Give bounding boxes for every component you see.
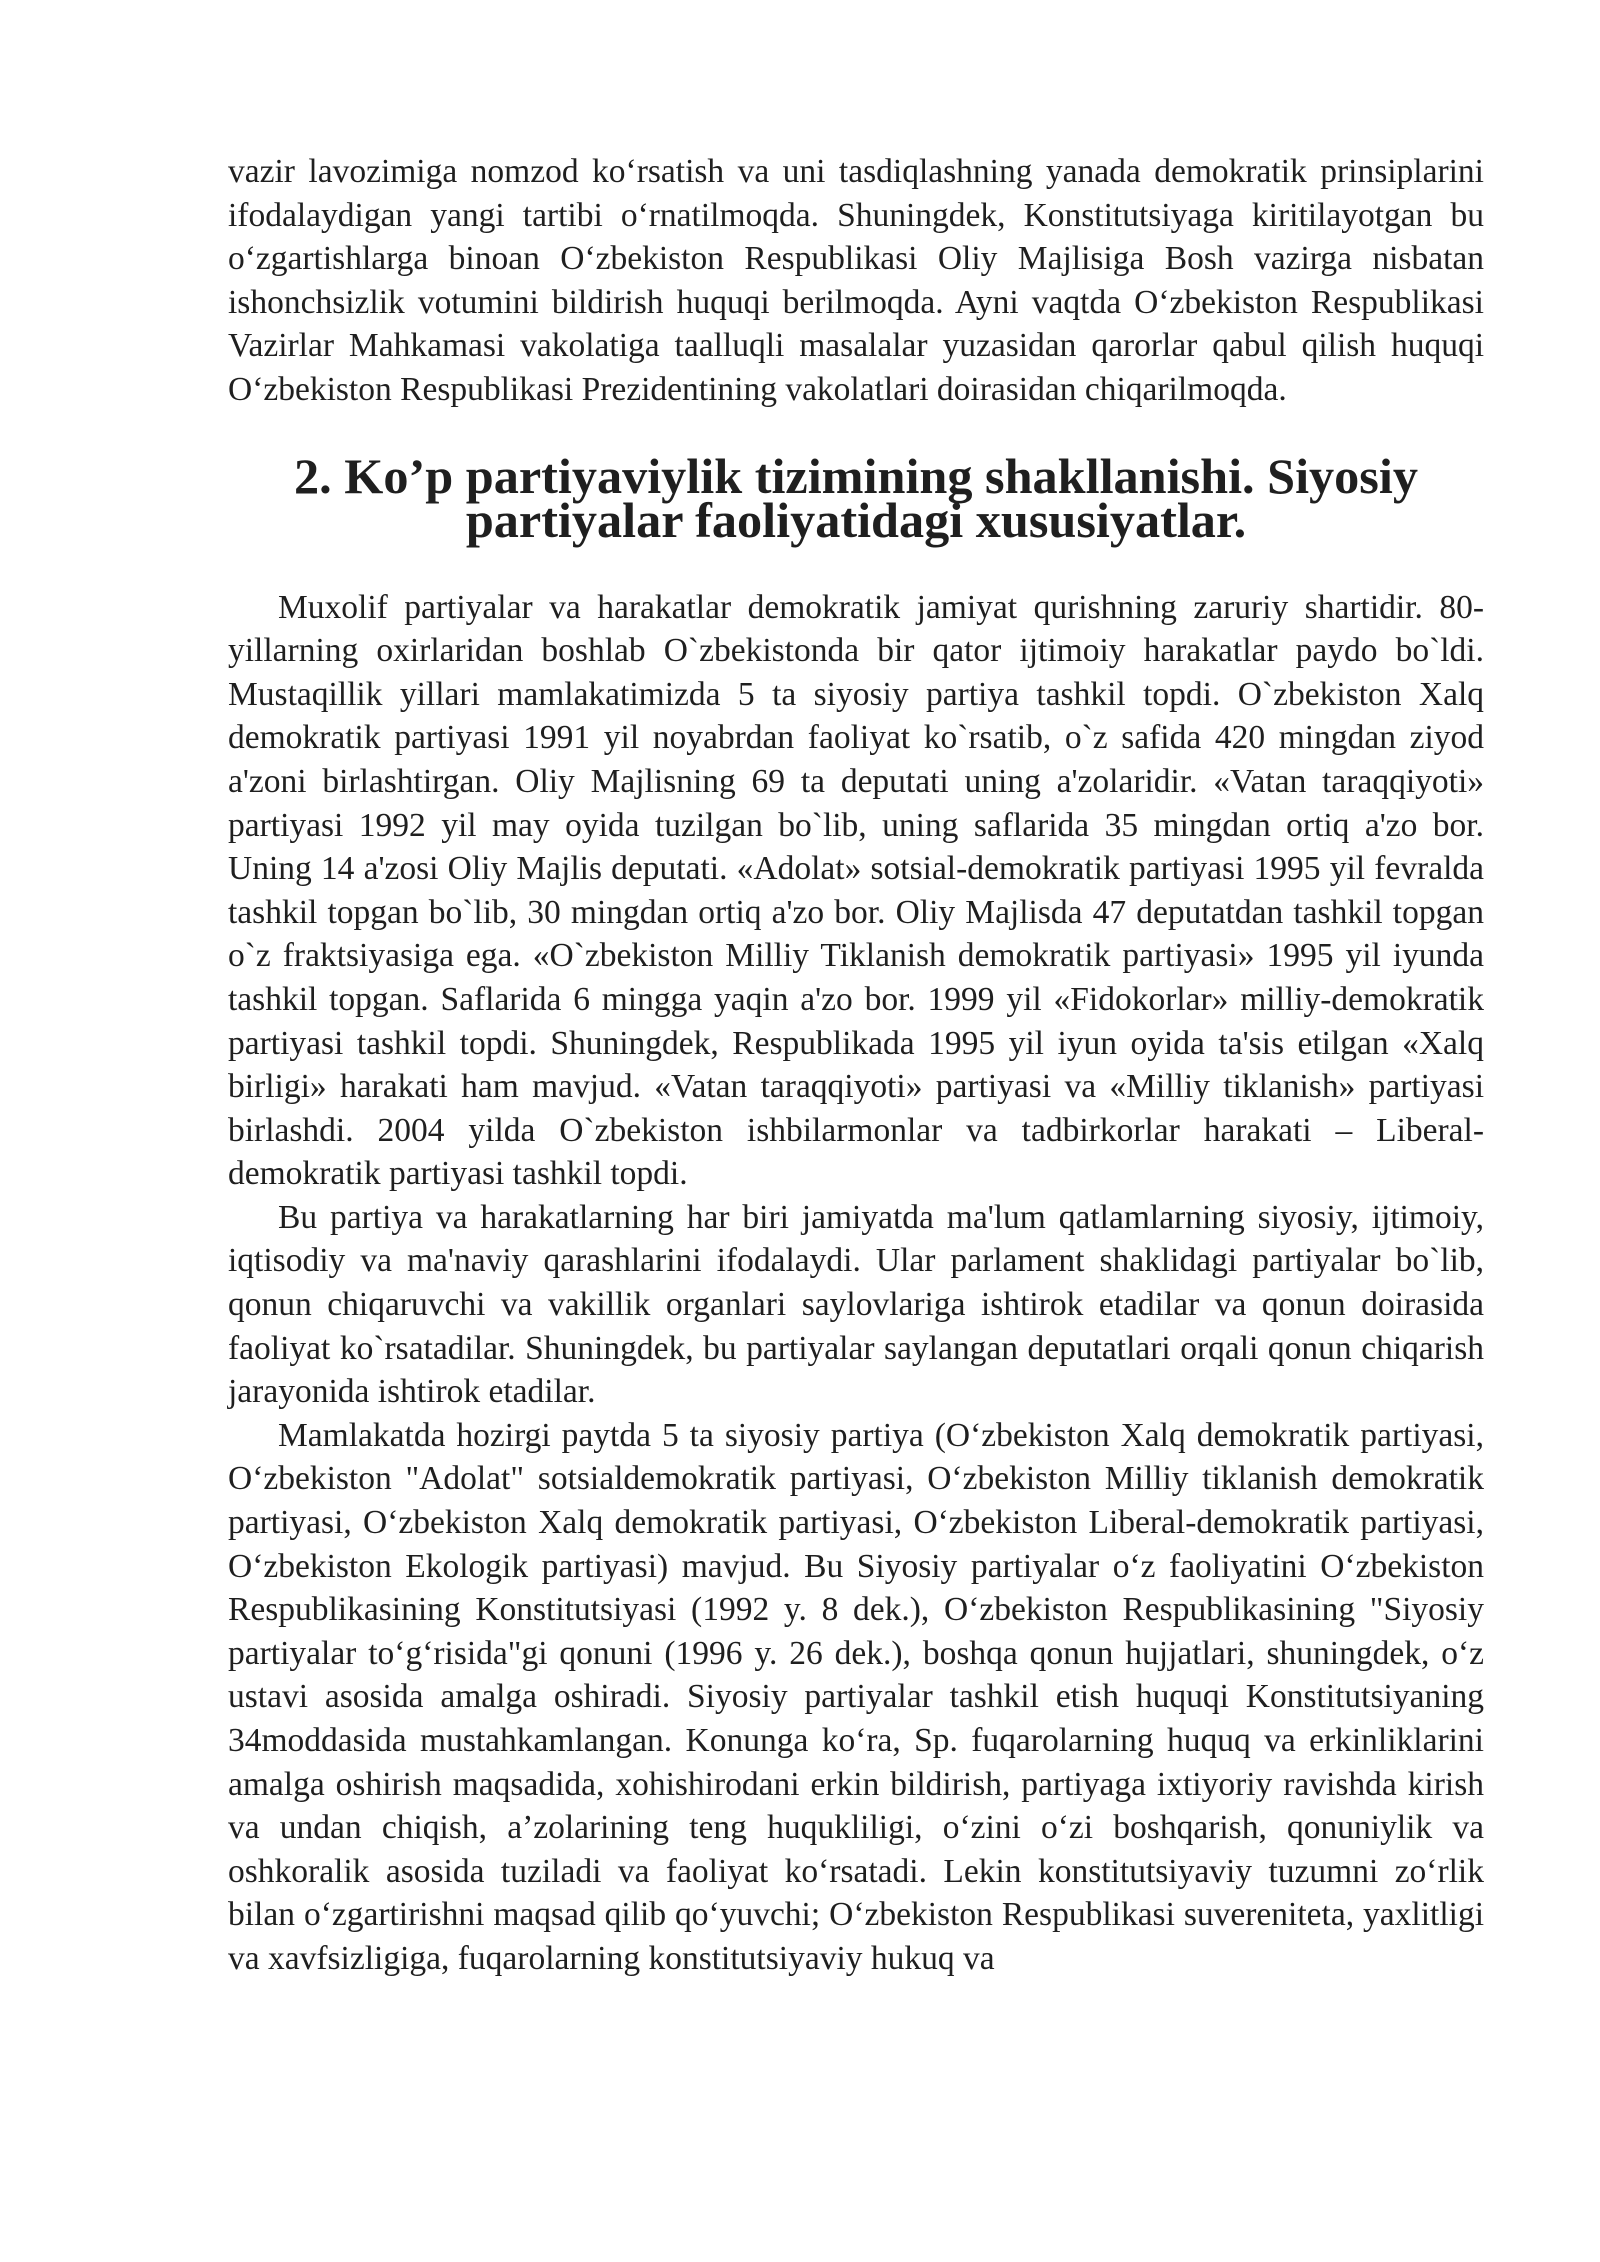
paragraph-opposition-parties: Muxolif partiyalar va harakatlar demokratik jamiyat qurishning zaruriy shartidir. 80-yillarning oxirlaridan boshlab O`zbekistonda bir qator ijtimoiy harakatlar paydo bo`ldi. Mustaqillik yillari mamlakatimizda 5 ta siyosiy partiya tashkil topdi. O`zbekiston Xalq demokratik partiyasi 1991 yil noyabrdan faoliyat ko`rsatib, o`z safida 420 mingdan ziyod a'zoni birlashtirgan. Oliy Majlisning 69 ta deputati uning a'zolaridir. «Vatan taraqqiyoti» partiyasi 1992 yil may oyida tuzilgan bo`lib, uning saflarida 35 mingdan ortiq a'zo bor. Uning 14 a'zosi Oliy Majlis deputati. «Adolat» sotsial-demokratik partiyasi 1995 yil fevralda tashkil topgan bo`lib, 30 mingdan ortiq a'zo bor. Oliy Majlisda 47 deputatdan tashkil topgan o`z fraktsiyasiga ega. «O`zbekiston Milliy Tiklanish demokratik partiyasi» 1995 yil iyunda tashkil topgan. Saflarida 6 mingga yaqin a'zo bor. 1999 yil «Fidokorlar» milliy-demokratik partiyasi tashkil topdi. Shuningdek, Respublikada 1995 yil iyun oyida ta'sis etilgan «Xalq birligi» harakati ham mavjud. «Vatan taraqqiyoti» partiyasi va «Milliy tiklanish» partiyasi birlashdi. 2004 yilda O`zbekiston ishbilarmonlar va tadbirkorlar harakati – Liberal-demokratik partiyasi tashkil topdi. bbox=[228, 588, 1484, 1193]
paragraph-party-roles: Bu partiya va harakatlarning har biri jamiyatda ma'lum qatlamlarning siyosiy, ijtimoiy, iqtisodiy va ma'naviy qarashlarini ifodalaydi. Ular parlament shaklidagi partiyalar bo`lib, qonun chiqaruvchi va vakillik organlari saylovlariga ishtirok etadilar va qonun doirasida faoliyat ko`rsatadilar. Shuningdek, bu partiyalar saylangan deputatlari orqali qonun chiqarish jarayonida ishtirok etadilar. bbox=[228, 1198, 1484, 1411]
section-heading: 2. Ko’p partiyaviylik tizimining shakllanishi. Siyosiy partiyalar faoliyatidagi xususiyatlar. bbox=[294, 447, 1418, 548]
paragraph-continuation: vazir lavozimiga nomzod ko‘rsatish va uni tasdiqlashning yanada demokratik prinsiplarini ifodalaydigan yangi tartibi o‘rnatilmoqda. Shuningdek, Konstitutsiyaga kiritilayotgan bu o‘zgartishlarga binoan O‘zbekiston Respublikasi Oliy Majlisiga Bosh vazirga nisbatan ishonchsizlik votumini bildirish huquqi berilmoqda. Ayni vaqtda O‘zbekiston Respublikasi Vazirlar Mahkamasi vakolatiga taalluqli masalalar yuzasidan qarorlar qabul qilish huquqi O‘zbekiston Respublikasi Prezidentining vakolatlari doirasidan chiqarilmoqda. bbox=[228, 153, 1484, 408]
document-page bbox=[228, 150, 1484, 1981]
paragraph-current-parties: Mamlakatda hozirgi paytda 5 ta siyosiy partiya (O‘zbekiston Xalq demokratik partiyasi, O‘zbekiston "Adolat" sotsialdemokratik partiyasi, O‘zbekiston Milliy tiklanish demokratik partiyasi, O‘zbekiston Xalq demokratik partiyasi, O‘zbekiston Liberal-demokratik partiyasi, O‘zbekiston Ekologik partiyasi) mavjud. Bu Siyosiy partiyalar o‘z faoliyatini O‘zbekiston Respublikasining Konstitutsiyasi (1992 y. 8 dek.), O‘zbekiston Respublikasining "Siyosiy partiyalar to‘g‘risida"gi qonuni (1996 y. 26 dek.), boshqa qonun hujjatlari, shuningdek, o‘z ustavi asosida amalga oshiradi. Siyosiy partiyalar tashkil etish huquqi Konstitutsiyaning 34moddasida mustahkamlangan. Konunga ko‘ra, Sp. fuqarolarning huquq va erkinliklarini amalga oshirish maqsadida, xohishirodani erkin bildirish, partiyaga ixtiyoriy ravishda kirish va undan chiqish, a’zolarining teng huqukliligi, o‘zini o‘zi boshqarish, qonuniylik va oshkoralik asosida tuziladi va faoliyat ko‘rsatadi. Lekin konstitutsiyaviy tuzumni zo‘rlik bilan o‘zgartirishni maqsad qilib qo‘yuvchi; O‘zbekiston Respublikasi suvereniteta, yaxlitligi va xavfsizligiga, fuqarolarning konstitutsiyaviy hukuq va bbox=[228, 1416, 1484, 1977]
